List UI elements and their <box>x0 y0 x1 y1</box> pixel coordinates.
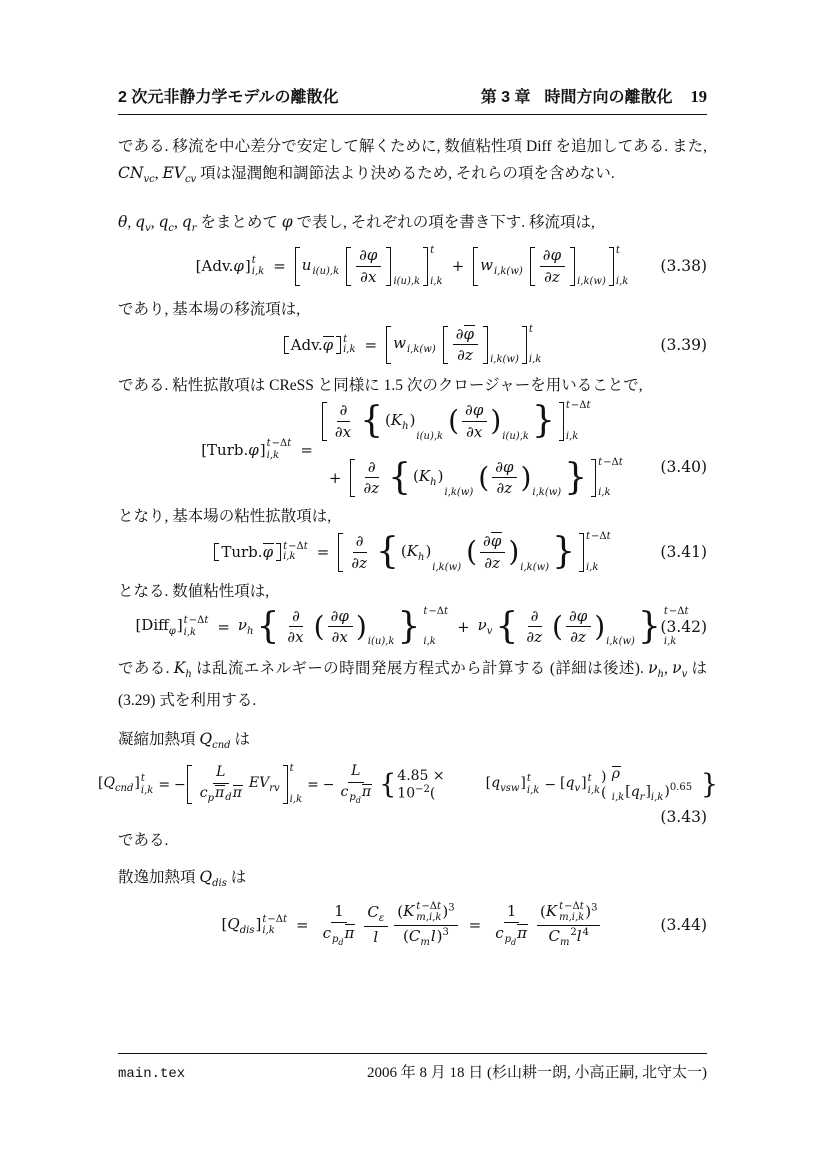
footer-filename: main.tex <box>118 1066 186 1082</box>
page-footer <box>118 1053 707 1082</box>
chapter-label: 第 3 章 <box>480 89 531 106</box>
paragraph-base-advection: であり, 基本場の移流項は, <box>118 300 301 318</box>
equation-body: $[Q_{cnd}]$ t i,k = − L $c_p\pi_d\pi$ $EV_{rv}$ t i,k = − L $c_{p_d}\pi$ { $4.85 \times 10^{-2}$( $[q_{vsw}]$ t i,k − $[q_v]$ t i,k )( $\rho_{i,k}[q_r]_{i,k})^{0.65}$ } <box>98 763 718 805</box>
page-number: 19 <box>690 87 707 106</box>
header-chapter <box>481 84 673 107</box>
equation-body: [Adv.φ] t i,k = $u_{i(u),k}$ ∂φ ∂x i(u),k t i,k + $w_{i,k(w)}$ ∂φ ∂z i,k(w) t i,k <box>195 245 629 287</box>
equation-body: Adv.φ t i,k = $w_{i,k(w)}$ ∂φ ∂z i,k(w) t i,k <box>283 325 543 366</box>
equation-number: (3.44) <box>660 916 707 935</box>
paragraph-base-turbulence: となり, 基本場の粘性拡散項は, <box>118 508 332 526</box>
paragraph-turbulence-intro: である. 粘性拡散項は CReSS と同様に 1.5 次のクロージャーを用いることで, <box>118 377 643 395</box>
equation-3.43-block <box>98 763 718 826</box>
equation-number: (3.43) <box>660 807 707 826</box>
section-title: 時間方向の離散化 <box>544 89 673 106</box>
footer-date: 2006 年 8 月 18 日 (杉山耕一朗, 小高正嗣, 北守太一) <box>367 1065 707 1081</box>
equation-3.43 <box>98 763 719 805</box>
page-body <box>98 134 718 949</box>
equation-number: (3.40) <box>660 458 707 477</box>
equation-body: $[Q_{dis}]$ t−Δt i,k = 1 $c_{p_d}\pi$ $C_\varepsilon$ l (K t−Δt m,i,k )$^3$ $(C_ml)^3$ = 1 $c_{p_d}\pi$ (K t−Δt m,i,k )$^3$ $C_m^2l^4$ <box>222 901 604 950</box>
paragraph-kh-note: である. $K_h$ は乱流エネルギーの時間発展方程式から計算する (詳細は後述). $\nu_h$, $\nu_v$ は (3.29) 式を利用する. <box>118 659 707 710</box>
header-right <box>481 84 707 107</box>
equation-body: Turb.φ t−Δt i,k = ∂ ∂z { $(K_h)$ i,k(w) ( ∂φ ∂z ) i,k(w) } t−Δt i,k <box>213 532 611 573</box>
equation-3.38 <box>118 246 707 287</box>
paragraph-dearu: である. <box>118 831 169 849</box>
equation-body: [Turb.φ] t−Δt i,k = ∂ ∂x { $(K_h)$ i(u),k ( ∂φ ∂x ) i(u),k } t−Δt i,k + ∂ ∂z { $(K_h)$ i,k(w) ( ∂φ ∂z ) i,k(w) } t−Δt i,k <box>201 400 623 499</box>
equation-3.41 <box>118 532 707 573</box>
equation-number: (3.39) <box>660 335 707 354</box>
equation-3.40 <box>118 401 707 498</box>
paragraph-numerical-viscosity: となる. 数値粘性項は, <box>118 582 270 600</box>
equation-3.39 <box>118 325 707 366</box>
equation-3.44 <box>118 901 707 950</box>
page-header <box>118 84 707 115</box>
equation-3.42 <box>118 607 707 648</box>
equation-number: (3.42) <box>660 617 707 636</box>
paragraph-condensation-intro: 凝縮加熱項 $Q_{cnd}$ は <box>118 730 250 752</box>
equation-body: [Diff$_\varphi$] t−Δt i,k = $\nu_h$ { ∂ ∂x ( ∂φ ∂x ) i(u),k } t−Δt i,k + $\nu_v$ { ∂ ∂z ( ∂φ ∂z ) i,k(w) } t−Δt i,k <box>135 605 689 648</box>
equation-number: (3.41) <box>660 543 707 562</box>
paragraph-dissipation-intro: 散逸加熱項 $Q_{dis}$ は <box>118 867 247 889</box>
header-left-title: 2 次元非静力学モデルの離散化 <box>118 89 339 106</box>
paragraph-advection-intro: θ, $q_v$, $q_c$, $q_r$ をまとめて φ で表し, それぞれの項を書き下す. 移流項は, <box>118 213 595 235</box>
equation-number: (3.38) <box>660 257 707 276</box>
paragraph-intro: である. 移流を中心差分で安定して解くために, 数値粘性項 Diff を追加してある. また, $CN_{vc}$, $EV_{cv}$ 項は湿潤飽和調節法より決めるため, それらの項を含めない. <box>118 138 707 186</box>
